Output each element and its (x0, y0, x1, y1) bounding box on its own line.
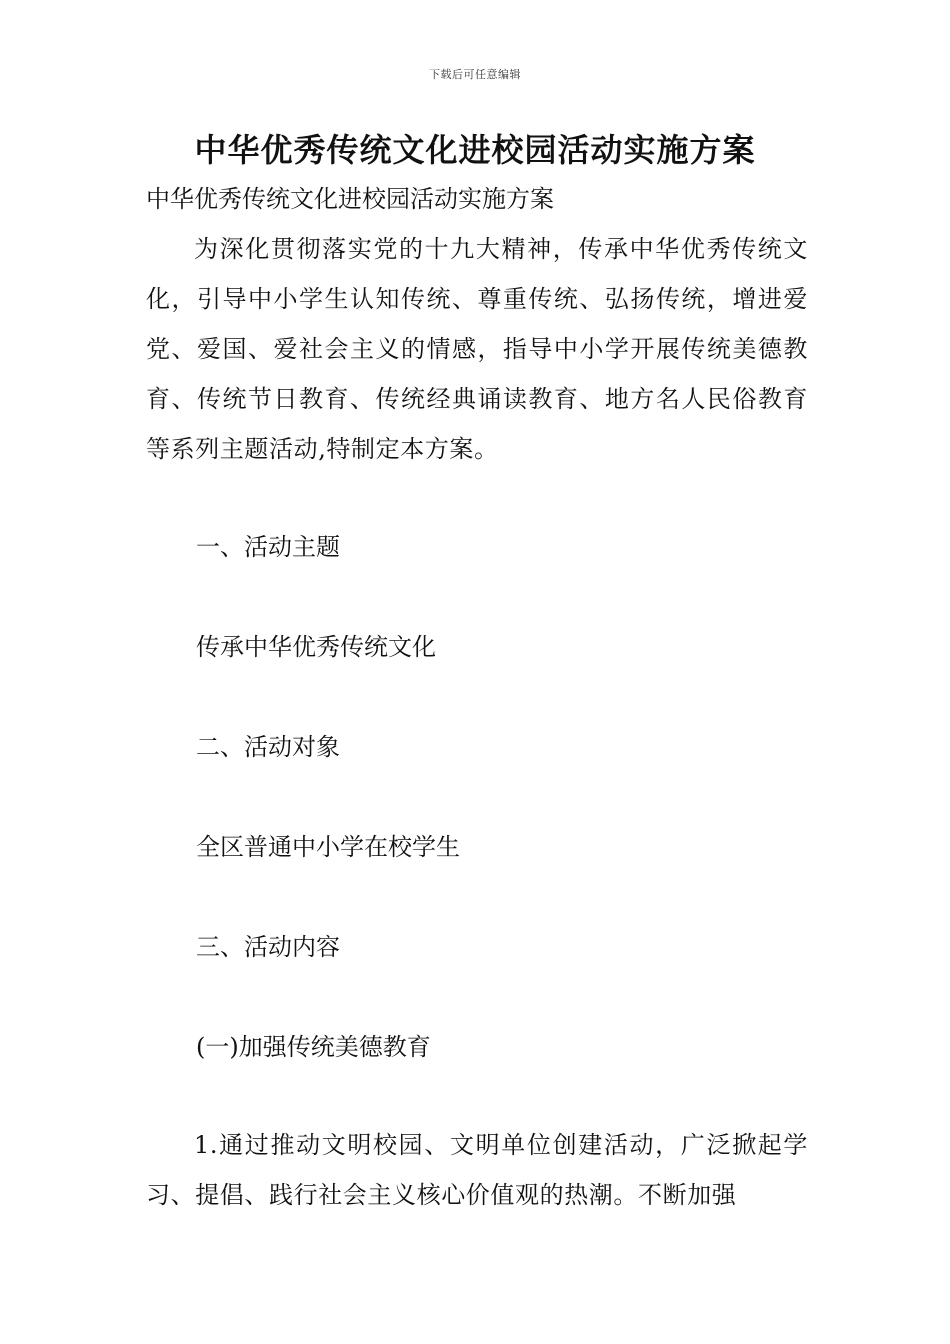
header-note: 下载后可任意编辑 (429, 68, 521, 81)
section-heading-content: 三、活动内容 (196, 933, 340, 961)
section-heading-theme: 一、活动主题 (196, 533, 340, 561)
subsection-heading-virtue: (一)加强传统美德教育 (196, 1033, 431, 1061)
item-paragraph-1: 1.通过推动文明校园、文明单位创建活动，广泛掀起学习、提倡、践行社会主义核心价值观的热潮。不断加强 (146, 1131, 808, 1209)
document-subtitle: 中华优秀传统文化进校园活动实施方案 (146, 185, 554, 213)
section-body-theme: 传承中华优秀传统文化 (196, 633, 436, 661)
document-title: 中华优秀传统文化进校园活动实施方案 (194, 131, 756, 169)
section-heading-audience: 二、活动对象 (196, 733, 340, 761)
intro-paragraph: 为深化贯彻落实党的十九大精神，传承中华优秀传统文化，引导中小学生认知传统、尊重传统、弘扬传统，增进爱党、爱国、爱社会主义的情感，指导中小学开展传统美德教育、传统节日教育、传统经典诵读教育、地方名人民俗教育等系列主题活动,特制定本方案。 (146, 235, 808, 463)
section-body-audience: 全区普通中小学在校学生 (196, 833, 460, 861)
